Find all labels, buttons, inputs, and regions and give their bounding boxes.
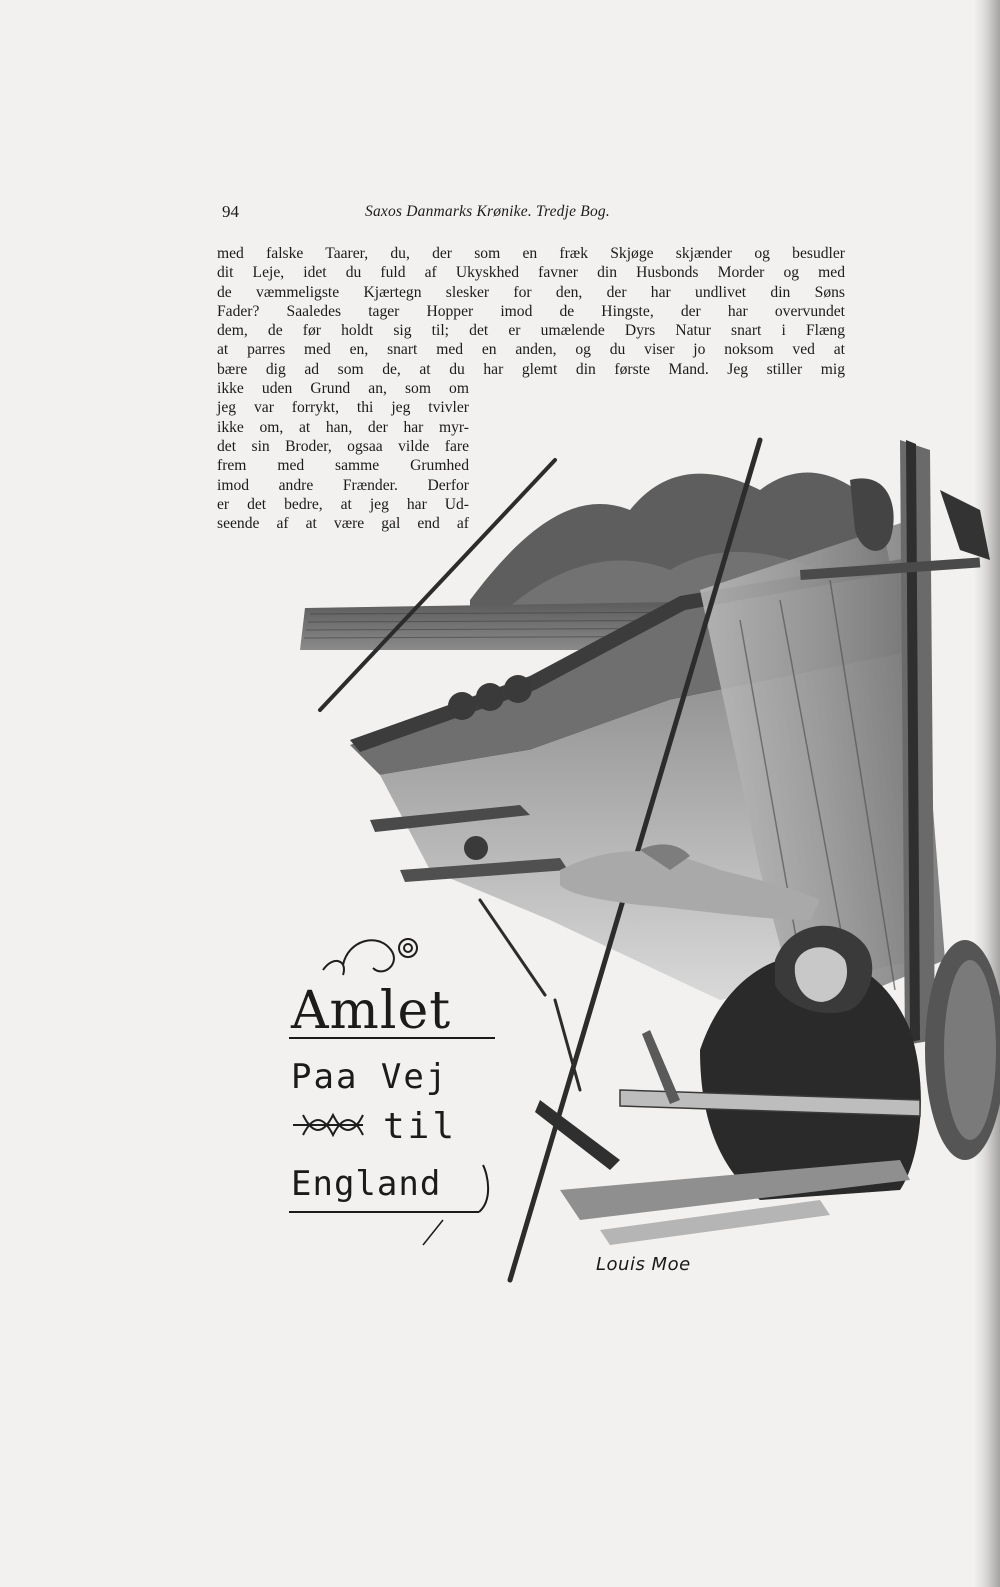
text-line: seende af at være gal end af (217, 515, 469, 533)
text-line: det sin Broder, ogsaa vilde fare (217, 437, 469, 455)
text-line: jeg var forrykt, thi jeg tvivler (217, 399, 469, 417)
title-word-3: til (383, 1106, 458, 1147)
text-line: imod andre Frænder. Derfor (217, 476, 469, 494)
signature-text: Louis Moe (596, 1254, 691, 1275)
swirl-ornament-icon (323, 939, 417, 975)
artist-signature (594, 1248, 704, 1278)
text-line: dem, de før holdt sig til; det er umælende Dyrs Natur snart i Flæng (217, 322, 845, 340)
text-line: frem med samme Grumhed (217, 457, 469, 475)
knot-ornament-icon (293, 1115, 363, 1135)
page-header (222, 202, 842, 226)
text-line: ikke om, at han, der har myr- (217, 418, 469, 436)
illustration-title (283, 920, 513, 1250)
text-line: at parres med en, snart med en anden, og du viser jo noksom ved at (217, 341, 845, 359)
text-line: med falske Taarer, du, der som en fræk Skjøge skjænder og besudler (217, 245, 845, 262)
title-word-4: England (291, 1164, 442, 1204)
running-title: Saxos Danmarks Krønike. Tredje Bog. (365, 203, 610, 220)
text-line: er det bedre, at jeg har Ud- (217, 495, 469, 513)
title-word-1: Amlet (291, 981, 452, 1041)
text-line: ikke uden Grund an, som om (217, 380, 469, 398)
text-line: bære dig ad som de, at du har glemt din første Mand. Jeg stiller mig (217, 360, 845, 378)
page-number: 94 (222, 202, 239, 221)
title-word-2: Paa Vej (291, 1057, 449, 1097)
text-line: dit Leje, idet du fuld af Ukyskhed favner din Husbonds Morder og med (217, 264, 845, 282)
text-line: Fader? Saaledes tager Hopper imod de Hingste, der har overvundet (217, 302, 845, 320)
text-line: de væmmeligste Kjærtegn slesker for den, der har undlivet din Søns (217, 283, 845, 301)
